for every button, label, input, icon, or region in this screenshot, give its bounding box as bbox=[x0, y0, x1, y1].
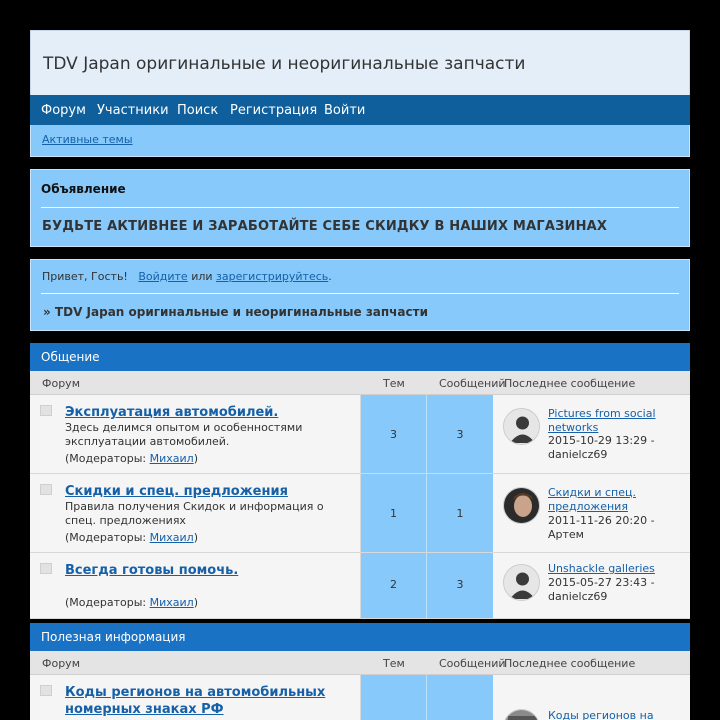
last-post-cell bbox=[493, 474, 690, 552]
forum-row bbox=[30, 395, 690, 474]
period-text: . bbox=[328, 270, 332, 283]
last-post-link[interactable]: Unshackle galleries bbox=[548, 562, 655, 575]
announcement-heading: Объявление bbox=[41, 182, 126, 196]
forum-moderators bbox=[65, 596, 198, 609]
col-last-post: Последнее сообщение bbox=[504, 377, 636, 390]
welcome-line bbox=[42, 270, 332, 283]
or-text: или bbox=[191, 270, 213, 283]
forum-info-cell bbox=[30, 395, 361, 473]
breadcrumb: » TDV Japan оригинальные и неоригинальные запчасти bbox=[43, 305, 428, 319]
forum-status-icon bbox=[40, 685, 52, 696]
moderators-close: ) bbox=[193, 452, 198, 465]
nav-login[interactable]: Войти bbox=[324, 103, 366, 118]
column-headers bbox=[30, 371, 690, 395]
divider bbox=[41, 293, 679, 294]
last-post-cell bbox=[493, 395, 690, 473]
messages-count: 1 bbox=[456, 507, 464, 520]
category-useful-info bbox=[30, 623, 690, 720]
last-post-date: 2015-10-29 13:29 - bbox=[548, 434, 655, 447]
col-forum: Форум bbox=[42, 377, 80, 390]
col-topics: Тем bbox=[383, 657, 405, 670]
register-link[interactable]: зарегистрируйтесь bbox=[216, 270, 329, 283]
last-post-author: danielcz69 bbox=[548, 590, 608, 603]
last-post-link[interactable]: Коды регионов на bbox=[548, 709, 654, 720]
forum-moderators bbox=[65, 452, 198, 465]
forum-status-icon bbox=[40, 405, 52, 416]
announcement-box bbox=[30, 169, 690, 247]
site-header bbox=[30, 30, 690, 96]
forum-title-link[interactable]: Скидки и спец. предложения bbox=[65, 484, 288, 499]
topics-count-cell bbox=[361, 553, 427, 618]
category-header[interactable]: Полезная информация bbox=[30, 623, 690, 651]
greeting-text: Привет, Гость! bbox=[42, 270, 128, 283]
messages-count: 3 bbox=[456, 578, 464, 591]
nav-search[interactable]: Поиск bbox=[177, 103, 219, 118]
last-post-date: 2015-05-27 23:43 - bbox=[548, 576, 655, 589]
forum-info-cell bbox=[30, 553, 361, 618]
forum-info-cell bbox=[30, 474, 361, 552]
moderators-label: (Модераторы: bbox=[65, 531, 147, 544]
forum-title-link[interactable]: Всегда готовы помочь. bbox=[65, 563, 239, 578]
sub-navbar bbox=[30, 125, 690, 157]
user-photo bbox=[503, 487, 540, 524]
topics-count-cell bbox=[361, 474, 427, 552]
topics-count: 2 bbox=[390, 578, 397, 591]
default-user-icon bbox=[503, 564, 540, 601]
messages-count: 3 bbox=[456, 428, 464, 441]
messages-count-cell bbox=[427, 474, 493, 552]
messages-count-cell bbox=[427, 675, 493, 720]
forum-moderators bbox=[65, 531, 198, 544]
moderator-link[interactable]: Михаил bbox=[149, 596, 194, 609]
last-post-link[interactable]: Pictures from social networks bbox=[548, 407, 656, 434]
moderators-label: (Модераторы: bbox=[65, 452, 147, 465]
forum-row bbox=[30, 553, 690, 619]
moderators-close: ) bbox=[193, 531, 198, 544]
topics-count-cell bbox=[361, 395, 427, 473]
col-topics: Тем bbox=[383, 377, 405, 390]
car-photo bbox=[503, 709, 540, 720]
messages-count-cell bbox=[427, 395, 493, 473]
forum-status-icon bbox=[40, 484, 52, 495]
moderator-link[interactable]: Михаил bbox=[149, 531, 194, 544]
col-messages: Сообщений bbox=[439, 377, 506, 390]
last-post-author: danielcz69 bbox=[548, 448, 608, 461]
category-general bbox=[30, 343, 690, 619]
column-headers bbox=[30, 651, 690, 675]
nav-forum[interactable]: Форум bbox=[41, 103, 86, 118]
moderator-link[interactable]: Михаил bbox=[149, 452, 194, 465]
forum-title-link[interactable]: Коды регионов на автомобильных номерных знаках РФ bbox=[65, 685, 326, 717]
last-post-cell bbox=[493, 675, 690, 720]
moderators-close: ) bbox=[193, 596, 198, 609]
welcome-box bbox=[30, 259, 690, 331]
category-header[interactable]: Общение bbox=[30, 343, 690, 371]
messages-count-cell bbox=[427, 553, 493, 618]
nav-register[interactable]: Регистрация bbox=[230, 103, 318, 118]
topics-count-cell bbox=[361, 675, 427, 720]
default-user-icon bbox=[503, 408, 540, 445]
divider bbox=[41, 207, 679, 208]
last-post-cell bbox=[493, 553, 690, 618]
active-topics-link[interactable]: Активные темы bbox=[42, 133, 133, 146]
col-last-post: Последнее сообщение bbox=[504, 657, 636, 670]
main-navbar bbox=[30, 95, 690, 125]
site-title: TDV Japan оригинальные и неоригинальные запчасти bbox=[43, 54, 526, 74]
forum-info-cell bbox=[30, 675, 361, 720]
moderators-label: (Модераторы: bbox=[65, 596, 147, 609]
forum-description: Здесь делимся опытом и особенностями эксплуатации автомобилей. bbox=[65, 421, 303, 448]
announcement-text: БУДЬТЕ АКТИВНЕЕ И ЗАРАБОТАЙТЕ СЕБЕ СКИДКУ В НАШИХ МАГАЗИНАХ bbox=[42, 219, 608, 234]
last-post-link[interactable]: Скидки и спец. предложения bbox=[548, 486, 637, 513]
nav-members[interactable]: Участники bbox=[97, 103, 169, 118]
last-post-date: 2011-11-26 20:20 - bbox=[548, 514, 655, 527]
topics-count: 1 bbox=[390, 507, 397, 520]
topics-count: 3 bbox=[390, 428, 397, 441]
forum-status-icon bbox=[40, 563, 52, 574]
col-forum: Форум bbox=[42, 657, 80, 670]
login-link[interactable]: Войдите bbox=[138, 270, 188, 283]
forum-row bbox=[30, 675, 690, 720]
forum-description: Правила получения Скидок и информация о спец. предложениях bbox=[65, 500, 324, 527]
last-post-author: Артем bbox=[548, 528, 584, 541]
forum-row bbox=[30, 474, 690, 553]
forum-title-link[interactable]: Эксплуатация автомобилей. bbox=[65, 405, 279, 420]
col-messages: Сообщений bbox=[439, 657, 506, 670]
